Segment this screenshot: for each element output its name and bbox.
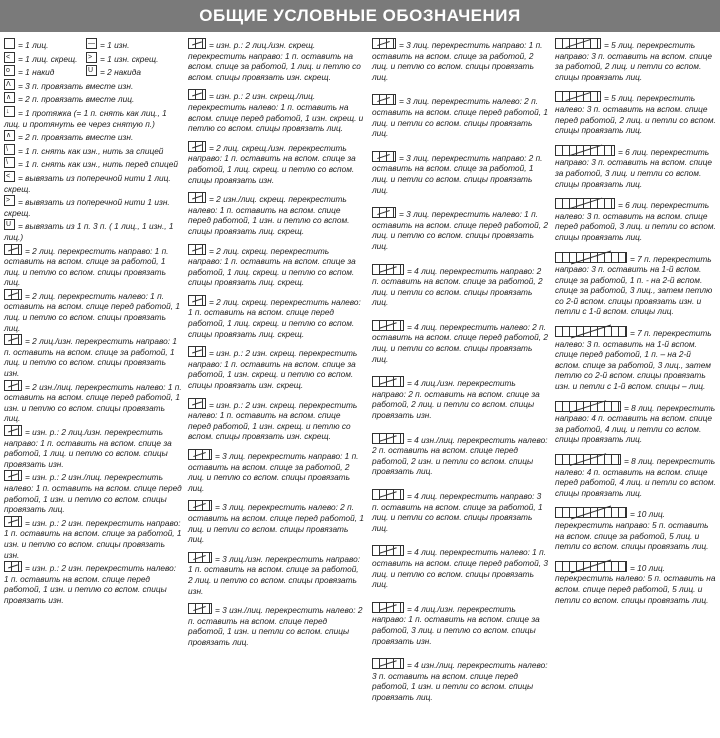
legend-entry — [372, 151, 548, 195]
knit-symbol-icon: Λ — [4, 79, 15, 90]
knit-symbol-icon: > — [4, 195, 15, 206]
cable-symbol-icon — [188, 141, 206, 152]
cable-symbol-icon — [555, 507, 627, 518]
double-yarn-over-symbol-icon: U — [86, 65, 97, 76]
yarn-over-symbol-icon: o — [4, 65, 15, 76]
cable-symbol-icon — [4, 561, 22, 572]
cable-symbol-icon — [555, 91, 601, 102]
legend-entry — [555, 198, 717, 242]
legend-text: = 4 лиц. перекрестить направо: 2 п. оставить на вспом. спице за работой, 2 лиц. и петли со вспом. спицы провязать лиц. — [372, 265, 543, 308]
legend-entry — [4, 171, 182, 194]
cable-symbol-icon — [555, 252, 627, 263]
legend-entry — [188, 89, 364, 133]
legend-text: = изн. р.: 2 изн. скрещ. перекрестить налево: 1 п. оставить на вспом. спице перед работой, 1 изн. скрещ. и петлю со вспом. спицы провязать изн. скрещ. — [188, 399, 358, 442]
legend-entry — [372, 602, 548, 646]
legend-entry — [4, 380, 182, 424]
legend-entry — [188, 500, 364, 544]
legend-entry — [372, 94, 548, 138]
cable-symbol-icon — [555, 198, 615, 209]
cable-symbol-icon — [372, 151, 396, 162]
page-title: ОБЩИЕ УСЛОВНЫЕ ОБОЗНАЧЕНИЯ — [0, 0, 720, 32]
legend-text: = 2 лиц. перекрестить направо: 1 п. оставить на вспом. спице за работой, 1 лиц. и петлю со вспом. спицы провязать лиц. — [4, 245, 169, 288]
legend-entry — [4, 244, 182, 288]
cable-symbol-icon — [372, 94, 396, 105]
legend-text: = 2 изн./лиц. перекрестить налево: 1 п. оставить на вспом. спице перед работой, 1 изн. и петлю со вспом. спицы провязать лиц. — [4, 381, 182, 424]
legend-entry — [4, 516, 182, 560]
legend-entry — [188, 603, 364, 647]
legend-text: = 7 п. перекрестить налево: 3 п. оставить на 1-й вспом. спице перед работой, 1 п. – на 2-й вспом. спице за работой, 3 лиц., затем петлю со 2-й вспом. спицы провязать изн. и петли с 1-й вспом. спицы – лиц. — [555, 328, 712, 392]
cable-symbol-icon — [4, 244, 22, 255]
legend-text: = 1 п. снять как изн., нить за спицей — [18, 145, 164, 156]
legend-text: = 3 лиц. перекрестить направо: 1 п. оставить на вспом. спице за работой, 2 лиц. и петлю со вспом. спицы провязать лиц. — [188, 451, 359, 493]
legend-entry — [372, 433, 548, 477]
legend-text: = 2 лиц./изн. перекрестить направо: 1 п. оставить на вспом. спице за работой, 1 лиц. и петлю со вспом. спицы провязать изн. — [4, 336, 177, 379]
legend-text: = 3 п. провязать вместе изн. — [18, 80, 134, 91]
legend-text: = изн. р.: 2 изн. перекрестить направо: 1 п. оставить на вспом. спице за работой, 1 изн. и петлю со вспом. спицы провязать изн. — [4, 517, 182, 560]
purl-symbol-icon: — — [88, 40, 95, 47]
legend-text: = 2 лиц. скрещ./изн. перекрестить направо: 1 п. оставить на вспом. спице за работой, 1 лиц. скрещ. и петлю со вспом. спицы провязать изн. — [188, 142, 356, 185]
cable-symbol-icon — [555, 38, 601, 49]
legend-text: = вывязать из поперечной нити 1 изн. скрещ. — [4, 197, 170, 218]
cable-symbol-icon — [372, 545, 404, 556]
cable-symbol-icon — [4, 516, 22, 527]
legend-text: = 5 лиц. перекрестить налево: 3 п. оставить на вспом. спице перед работой, 2 лиц. и петли со вспом. спицы провязать лиц. — [555, 93, 716, 136]
cable-symbol-icon — [555, 145, 615, 156]
legend-text: = 3 лиц./изн. перекрестить направо: 1 п. оставить на вспом. спице за работой, 2 лиц. и петлю со вспом. спицы провязать изн. — [188, 553, 361, 596]
legend-text: = 3 лиц. перекрестить направо: 2 п. оставить на вспом. спице за работой, 1 лиц. и петли со вспом. спицы провязать лиц. — [372, 152, 543, 195]
legend-text: = 8 лиц. перекрестить направо: 4 п. оставить на вспом. спице за работой, 4 лиц. и петли со вспом. спицы провязать лиц. — [555, 402, 716, 445]
legend-text: = 8 лиц. перекрестить налево: 4 п. оставить на вспом. спице перед работой, 4 лиц. и петли со вспом. спицы провязать лиц. — [555, 456, 716, 498]
knit-symbol-icon: ∧ — [4, 130, 15, 141]
cable-symbol-icon — [372, 320, 404, 331]
cable-symbol-icon — [372, 602, 404, 613]
cable-symbol-icon — [188, 398, 206, 409]
cable-symbol-icon — [372, 38, 396, 49]
cable-symbol-icon — [4, 289, 22, 300]
legend-entry — [188, 295, 364, 339]
cable-symbol-icon — [4, 470, 22, 481]
legend-text: = изн. р.: 2 изн./лиц. перекрестить налево: 1 п. оставить на вспом. спице перед работой, 1 изн. и петлю со вспом. спицы провязать лиц. — [4, 472, 182, 515]
legend-text: = 1 п. снять как изн., нить перед спицей — [18, 159, 178, 170]
legend-text: = 3 изн./лиц. перекрестить налево: 2 п. оставить на вспом. спице перед работой, 1 изн. и петли со вспом. спицы провязать лиц. — [188, 605, 363, 647]
legend-entry — [372, 545, 548, 589]
legend-text: = вывязать из 1 п. 3 п. ( 1 лиц., 1 изн., 1 лиц.) — [4, 221, 174, 242]
knit-symbol-icon: \ — [4, 157, 15, 168]
legend-text: = 1 изн. — [100, 40, 130, 50]
legend-text: = 4 лиц. перекрестить направо: 3 п. оставить на вспом. спице за работой, 1 лиц. и петли со вспом. спицы провязать лиц. — [372, 491, 543, 533]
legend-text: = изн. р.: 2 изн. перекрестить налево: 1 п. оставить на вспом. спице перед работой, 1 изн. и петлю со вспом. спицы провязать изн. — [4, 563, 177, 605]
legend-text: = 10 лиц. перекрестить налево: 5 п. оставить на вспом. спице перед работой, 5 лиц. и петли со вспом. спицы провязать лиц. — [555, 562, 716, 605]
knit-symbol-icon — [4, 38, 15, 49]
legend-entry — [555, 326, 717, 392]
cable-symbol-icon — [4, 425, 22, 436]
cable-symbol-icon — [188, 192, 206, 203]
cable-symbol-icon — [188, 244, 206, 255]
legend-entry — [555, 454, 717, 498]
legend-text: = 1 лиц. — [18, 40, 49, 50]
legend-text: = изн. р.: 2 изн. скрещ./лиц. перекрестить налево: 1 п. оставить на вспом. спице перед работой, 1 изн. скрещ. и петлю со вспом. спицы провязать лиц. — [188, 91, 364, 134]
legend-entry — [4, 106, 182, 129]
legend-entry — [555, 401, 717, 445]
knit-symbol-icon: \ — [4, 144, 15, 155]
cable-symbol-icon — [188, 38, 206, 49]
legend-entry — [4, 157, 182, 170]
legend-entry — [4, 195, 182, 218]
cable-symbol-icon — [555, 326, 627, 337]
knit-symbol-icon: ↓ — [4, 106, 15, 117]
legend-entry — [4, 79, 182, 92]
legend-text: = 4 лиц./изн. перекрестить направо: 2 п. оставить на вспом. спице за работой, 2 лиц. и петли со вспом. спицы провязать изн. — [372, 378, 540, 421]
legend-entry — [555, 145, 717, 189]
legend-text: = 4 изн./лиц. перекрестить налево: 3 п. оставить на вспом. спице перед работой, 1 изн. и петли со вспом. спицы провязать лиц. — [372, 660, 548, 702]
cable-symbol-icon — [188, 346, 206, 357]
cable-symbol-icon — [4, 334, 22, 345]
cable-symbol-icon — [4, 380, 22, 391]
legend-entry — [188, 192, 364, 236]
cable-symbol-icon — [372, 658, 404, 669]
legend-text: = 2 изн./лиц. скрещ. перекрестить налево: 1 п. оставить на вспом. спице перед работой, 1 изн. и петлю со вспом. спицы провязать лиц. скрещ. — [188, 194, 350, 236]
legend-text: = 5 лиц. перекрестить направо: 3 п. оставить на вспом. спице за работой, 2 лиц. и петли со вспом. спицы провязать лиц. — [555, 40, 713, 82]
legend-text: = 2 накида — [100, 67, 141, 78]
legend-entry — [4, 144, 182, 157]
legend-entry — [555, 38, 717, 82]
legend-entry — [555, 91, 717, 135]
legend-entry — [372, 320, 548, 364]
legend-entry — [188, 141, 364, 185]
cable-symbol-icon — [372, 264, 404, 275]
legend-text: = 1 накид — [18, 67, 55, 78]
legend-entry — [372, 207, 548, 251]
cable-symbol-icon — [555, 454, 621, 465]
legend-text: = 2 лиц. перекрестить налево: 1 п. оставить на вспом. спице перед работой, 1 лиц. и петлю со вспом. спицы провязать лиц. — [4, 290, 180, 333]
legend-text: = вывязать из поперечной нити 1 лиц. скрещ. — [4, 172, 171, 194]
legend-text: = 3 лиц. перекрестить налево: 1 п. оставить на вспом. спице перед работой, 2 лиц. и петлю со вспом. спицы провязать лиц. — [372, 209, 548, 251]
legend-entry — [372, 376, 548, 420]
legend-entry — [372, 489, 548, 533]
legend-text: = 4 лиц. перекрестить налево: 1 п. оставить на вспом. спице перед работой, 3 лиц. и петлю со вспом. спицы провязать лиц. — [372, 547, 548, 590]
legend-text: = 7 п. перекрестить направо: 3 п. оставить на 1-й вспом. спице за работой, 1 п. - на 2-й вспом. спице за работой, 3 лиц., затем петлю со 2-й вспом. спицы провязать изн. и петли с 1-й вспом. спицы лиц. — [555, 253, 713, 317]
legend-text: = 10 лиц. перекрестить направо: 5 п. оставить на вспом. спице за работой, 5 лиц. и петли со вспом. спицы провязать лиц. — [555, 509, 709, 552]
legend-text: = изн. р.: 2 изн. скрещ. перекрестить направо: 1 п. оставить на вспом. спице за работой, 1 изн. скрещ. и петлю со вспом. спицы провязать изн. скрещ. — [188, 348, 358, 391]
legend-text: = 1 лиц. скрещ. — [18, 53, 78, 64]
cable-symbol-icon — [372, 207, 396, 218]
legend-entry — [372, 264, 548, 308]
legend-entry — [188, 38, 364, 82]
cable-symbol-icon — [372, 376, 404, 387]
legend-text: = 6 лиц. перекрестить направо: 3 п. оставить на вспом. спице за работой, 3 лиц. и петли со вспом. спицы провязать лиц. — [555, 146, 713, 189]
cable-symbol-icon — [555, 561, 627, 572]
legend-text: = 3 лиц. перекрестить направо: 1 п. оставить на вспом. спице за работой, 2 лиц. и петлю со вспом. спицы провязать лиц. — [372, 40, 543, 82]
legend-text: = 2 лиц. скрещ. перекрестить налево: 1 п. оставить на вспом. спице перед работой, 1 лиц. скрещ. и петлю со вспом. спицы провязать лиц. скрещ. — [188, 296, 361, 339]
legend-text: = изн. р.: 2 лиц./изн. перекрестить направо: 1 п. оставить на вспом. спице за работой, 1 лиц. и петлю со вспом. спицы провязать изн. — [4, 427, 172, 469]
cable-symbol-icon — [188, 295, 206, 306]
legend-entry-pair — [4, 52, 182, 65]
legend-entry-pair — [4, 38, 182, 51]
legend-text: = 3 лиц. перекрестить налево: 2 п. оставить на вспом. спице перед работой, 1 лиц. и петли со вспом. спицы провязать лиц. — [372, 96, 548, 139]
legend-column-3 — [372, 38, 548, 715]
legend-text: = изн. р.: 2 лиц./изн. скрещ. перекрестить направо: 1 п. оставить на вспом. спице за работой, 1 лиц. и петлю со вспом. спицы провязать изн. скрещ. — [188, 40, 361, 82]
legend-entry-pair — [4, 65, 182, 78]
legend-entry — [4, 470, 182, 514]
legend-text: = 4 лиц. перекрестить налево: 2 п. оставить на вспом. спице перед работой, 2 лиц. и петли со вспом. спицы провязать лиц. — [372, 321, 548, 364]
legend-entry — [188, 346, 364, 390]
knit-symbol-icon: U — [4, 219, 15, 230]
legend-entry — [188, 552, 364, 596]
legend-text: = 1 изн. скрещ. — [100, 53, 159, 64]
legend-entry — [4, 561, 182, 605]
legend-text: = 2 п. провязать вместе лиц. — [18, 94, 135, 105]
cable-symbol-icon — [188, 449, 212, 460]
legend-text: = 2 лиц. скрещ. перекрестить направо: 1 п. оставить на вспом. спице за работой, 1 лиц. скрещ. и петлю со вспом. спицы провязать лиц. скрещ. — [188, 245, 356, 288]
legend-entry — [4, 130, 182, 143]
legend-text: = 6 лиц. перекрестить налево: 3 п. оставить на вспом. спице перед работой, 3 лиц. и петли со вспом. спицы провязать лиц. — [555, 200, 716, 242]
legend-text: = 4 лиц./изн. перекрестить направо: 1 п. оставить на вспом. спице за работой, 3 лиц. и петлю со вспом. спицы провязать изн. — [372, 603, 540, 646]
legend-entry — [188, 449, 364, 493]
cable-symbol-icon — [372, 489, 404, 500]
legend-entry — [555, 252, 717, 318]
cable-symbol-icon — [372, 433, 404, 444]
legend-entry — [555, 507, 717, 551]
legend-text: = 4 изн./лиц. перекрестить налево: 2 п. оставить на вспом. спице перед работой, 2 изн. и петли со вспом. спицы провязать лиц. — [372, 434, 548, 477]
legend-column-1 — [4, 38, 182, 607]
legend-text: = 2 п. провязать вместе изн. — [18, 132, 134, 143]
legend-entry — [4, 92, 182, 105]
legend-text: = 1 протяжка (= 1 п. снять как лиц., 1 лиц. и протянуть ее через снятую п.) — [4, 107, 167, 129]
legend-entry — [372, 658, 548, 702]
cable-symbol-icon — [188, 89, 206, 100]
legend-entry — [188, 244, 364, 288]
legend-column-4 — [555, 38, 717, 614]
legend-column-2 — [188, 38, 364, 655]
legend-entry — [4, 425, 182, 469]
purl-twisted-symbol-icon: > — [86, 52, 97, 63]
legend-entry — [555, 561, 717, 605]
legend-entry — [4, 219, 182, 242]
legend-entry — [372, 38, 548, 82]
knit-twisted-symbol-icon: < — [4, 52, 15, 63]
cable-symbol-icon — [555, 401, 621, 412]
legend-entry — [4, 334, 182, 378]
cable-symbol-icon — [188, 603, 212, 614]
knit-symbol-icon: < — [4, 171, 15, 182]
legend-entry — [188, 398, 364, 442]
cable-symbol-icon — [188, 552, 212, 563]
legend-entry — [4, 289, 182, 333]
cable-symbol-icon — [188, 500, 212, 511]
knit-symbol-icon: ∧ — [4, 92, 15, 103]
legend-text: = 3 лиц. перекрестить налево: 2 п. оставить на вспом. спице перед работой, 1 лиц. и петли со вспом. спицы провязать лиц. — [188, 502, 364, 545]
